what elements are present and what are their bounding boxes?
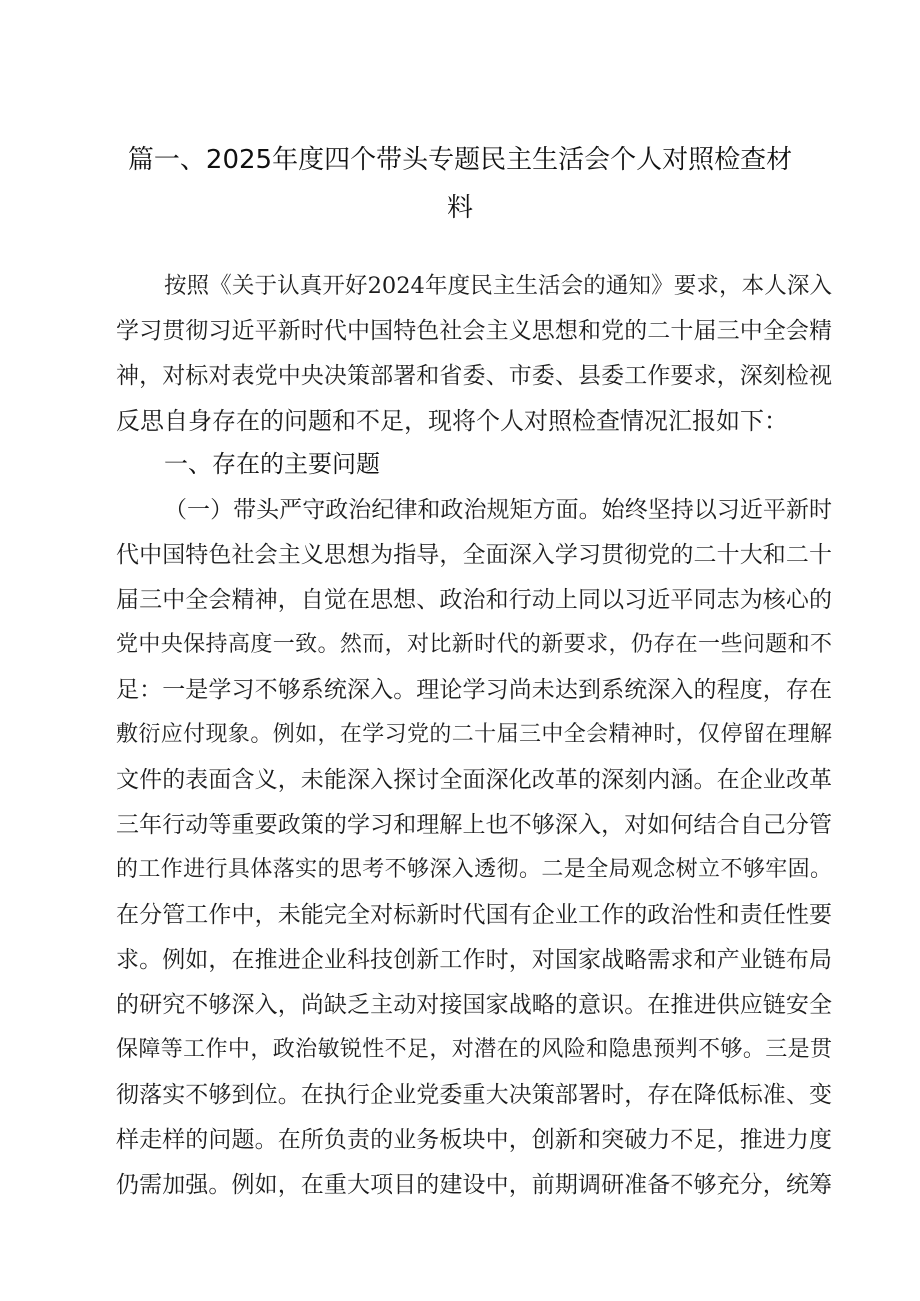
body-line: 在分管工作中，未能完全对标新时代国有企业工作的政治性和责任性要: [116, 902, 832, 928]
body-line: 保障等工作中，政治敏锐性不足，对潜在的风险和隐患预判不够。三是贯: [116, 1037, 832, 1062]
body-line: 足：一是学习不够系统深入。理论学习尚未达到系统深入的程度，存在: [116, 677, 832, 703]
body-line: 党中央保持高度一致。然而，对比新时代的新要求，仍存在一些问题和不: [116, 632, 832, 657]
body-line: 的研究不够深入，尚缺乏主动对接国家战略的意识。在推进供应链安全: [116, 992, 832, 1018]
body-line: 代中国特色社会主义思想为指导，全面深入学习贯彻党的二十大和二十: [116, 542, 832, 568]
document-title-line-1: 篇一、2025年度四个带头专题民主生活会个人对照检查材: [127, 145, 793, 175]
body-line: 届三中全会精神，自觉在思想、政治和行动上同以习近平同志为核心的: [116, 587, 832, 613]
body-line: 仍需加强。例如，在重大项目的建设中，前期调研准备不够充分，统筹: [116, 1172, 832, 1198]
body-line: 文件的表面含义，未能深入探讨全面深化改革的深刻内涵。在企业改革: [116, 767, 832, 793]
body-line: 的工作进行具体落实的思考不够深入透彻。二是全局观念树立不够牢固。: [116, 857, 832, 882]
body-line: 彻落实不够到位。在执行企业党委重大决策部署时，存在降低标准、变: [116, 1082, 832, 1108]
section-heading: 一、存在的主要问题: [164, 450, 380, 478]
body-line: 求。例如，在推进企业科技创新工作时，对国家战略需求和产业链布局: [116, 947, 832, 973]
intro-line: 学习贯彻习近平新时代中国特色社会主义思想和党的二十届三中全会精: [116, 318, 832, 344]
body-line: 敷衍应付现象。例如，在学习党的二十届三中全会精神时，仅停留在理解: [116, 722, 832, 747]
body-line: 三年行动等重要政策的学习和理解上也不够深入，对如何结合自己分管: [116, 812, 832, 838]
intro-line: 反思自身存在的问题和不足，现将个人对照检查情况汇报如下：: [116, 407, 788, 435]
body-line: （一）带头严守政治纪律和政治规矩方面。始终坚持以习近平新时: [164, 497, 832, 523]
document-title-line-2: 料: [446, 193, 473, 223]
intro-line: 神，对标对表党中央决策部署和省委、市委、县委工作要求，深刻检视: [116, 363, 832, 389]
body-line: 样走样的问题。在所负责的业务板块中，创新和突破力不足，推进力度: [116, 1127, 832, 1153]
intro-line: 按照《关于认真开好2024年度民主生活会的通知》要求，本人深入: [164, 273, 832, 299]
